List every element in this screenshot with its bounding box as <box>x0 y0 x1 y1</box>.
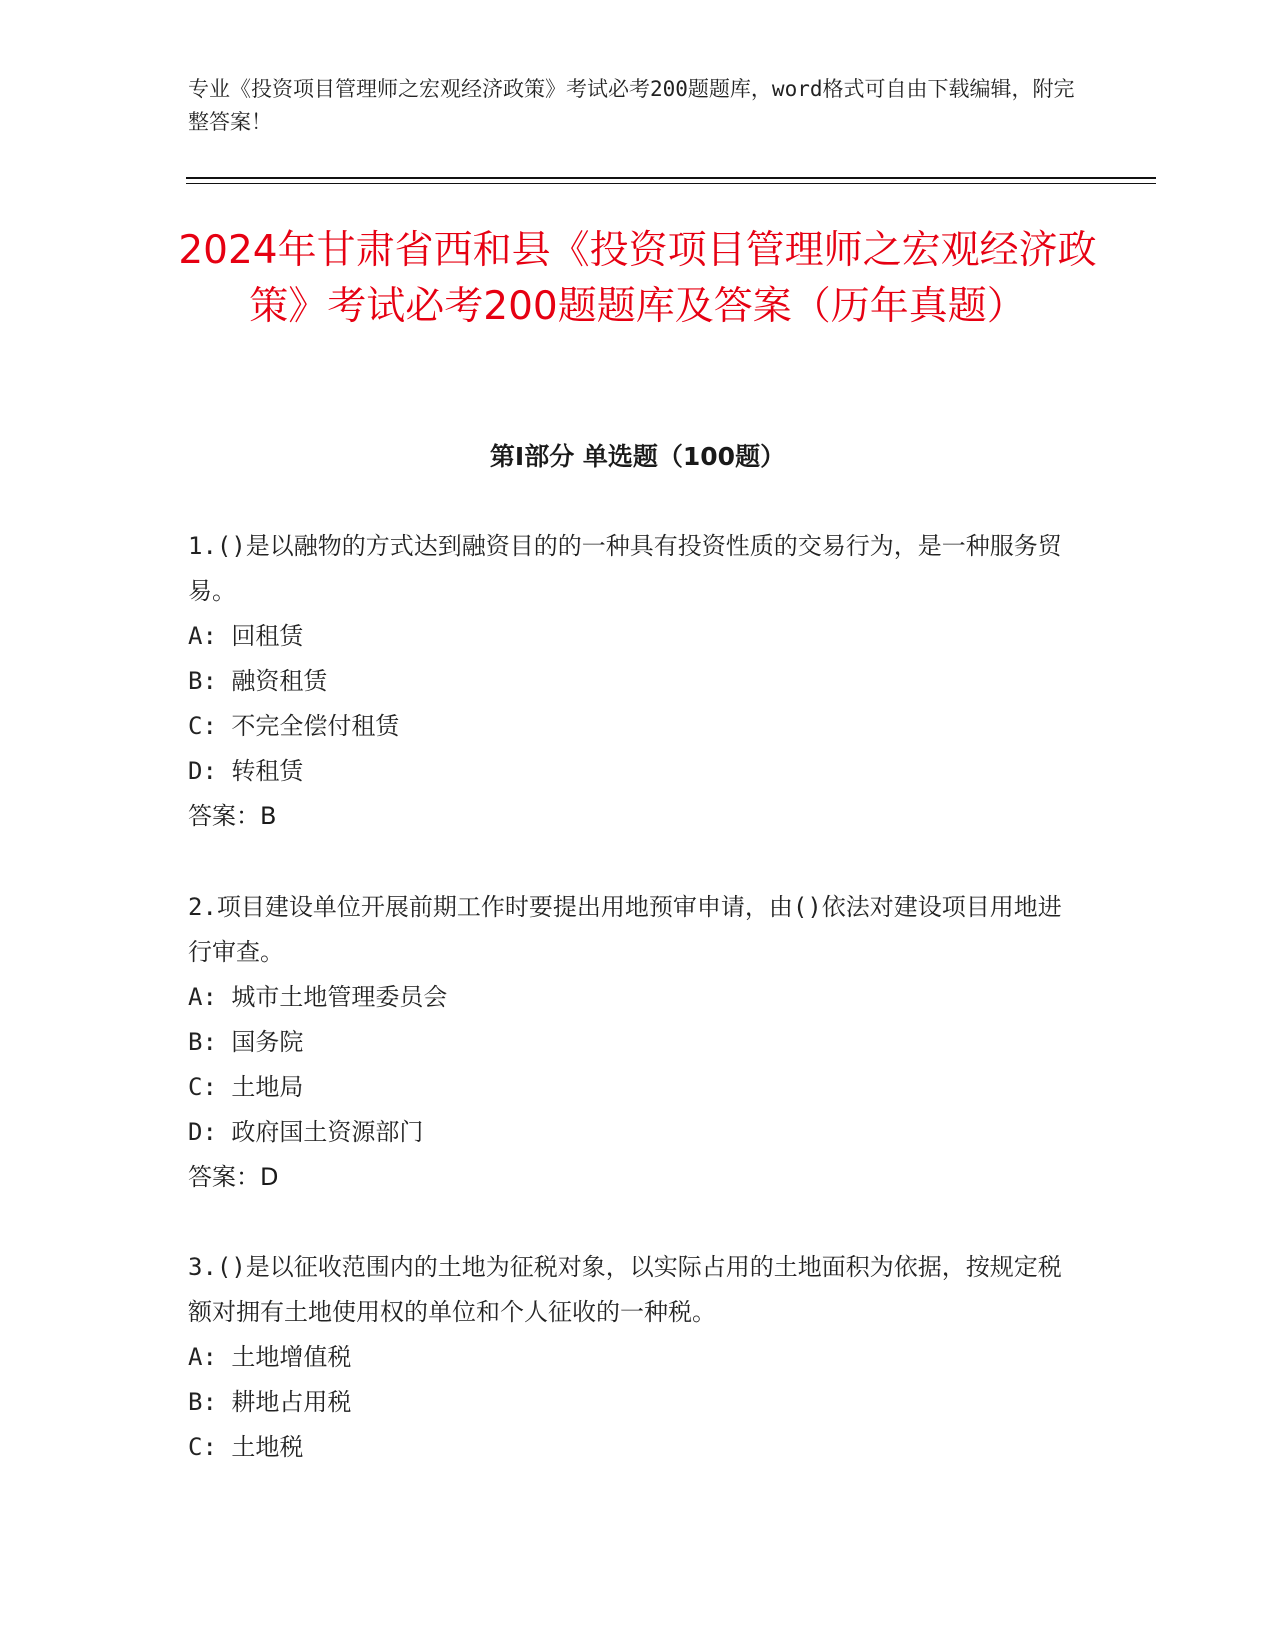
answer-line: 答案：D <box>188 1163 279 1191</box>
option-a: A: 回租赁 <box>188 622 304 650</box>
answer-line: 答案：B <box>188 802 277 830</box>
section-heading: 第I部分 单选题（100题） <box>489 442 786 471</box>
option-c: C: 土地局 <box>188 1073 304 1101</box>
header-note: 专业《投资项目管理师之宏观经济政策》考试必考200题题库，word格式可自由下载编辑，附完整答案！ <box>188 77 1075 134</box>
question-stem: 1.()是以融物的方式达到融资目的的一种具有投资性质的交易行为，是一种服务贸易。 <box>188 532 1062 605</box>
question-3 <box>188 1245 1068 1470</box>
header-rule-thick <box>186 177 1156 179</box>
question-1 <box>188 524 1068 839</box>
question-stem: 3.()是以征收范围内的土地为征税对象，以实际占用的土地面积为依据，按规定税额对拥有土地使用权的单位和个人征收的一种税。 <box>188 1253 1062 1326</box>
option-c: C: 土地税 <box>188 1433 304 1461</box>
question-stem: 2.项目建设单位开展前期工作时要提出用地预审申请，由()依法对建设项目用地进行审查。 <box>188 893 1062 966</box>
option-b: B: 融资租赁 <box>188 667 328 695</box>
header-rule-thin <box>186 183 1156 184</box>
question-2 <box>188 885 1068 1200</box>
document-title: 2024年甘肃省西和县《投资项目管理师之宏观经济政策》考试必考200题题库及答案（历年真题） <box>178 228 1097 329</box>
option-b: B: 国务院 <box>188 1028 304 1056</box>
option-b: B: 耕地占用税 <box>188 1388 352 1416</box>
option-d: D: 转租赁 <box>188 757 304 785</box>
option-a: A: 土地增值税 <box>188 1343 352 1371</box>
option-d: D: 政府国土资源部门 <box>188 1118 424 1146</box>
option-c: C: 不完全偿付租赁 <box>188 712 400 740</box>
option-a: A: 城市土地管理委员会 <box>188 983 448 1011</box>
